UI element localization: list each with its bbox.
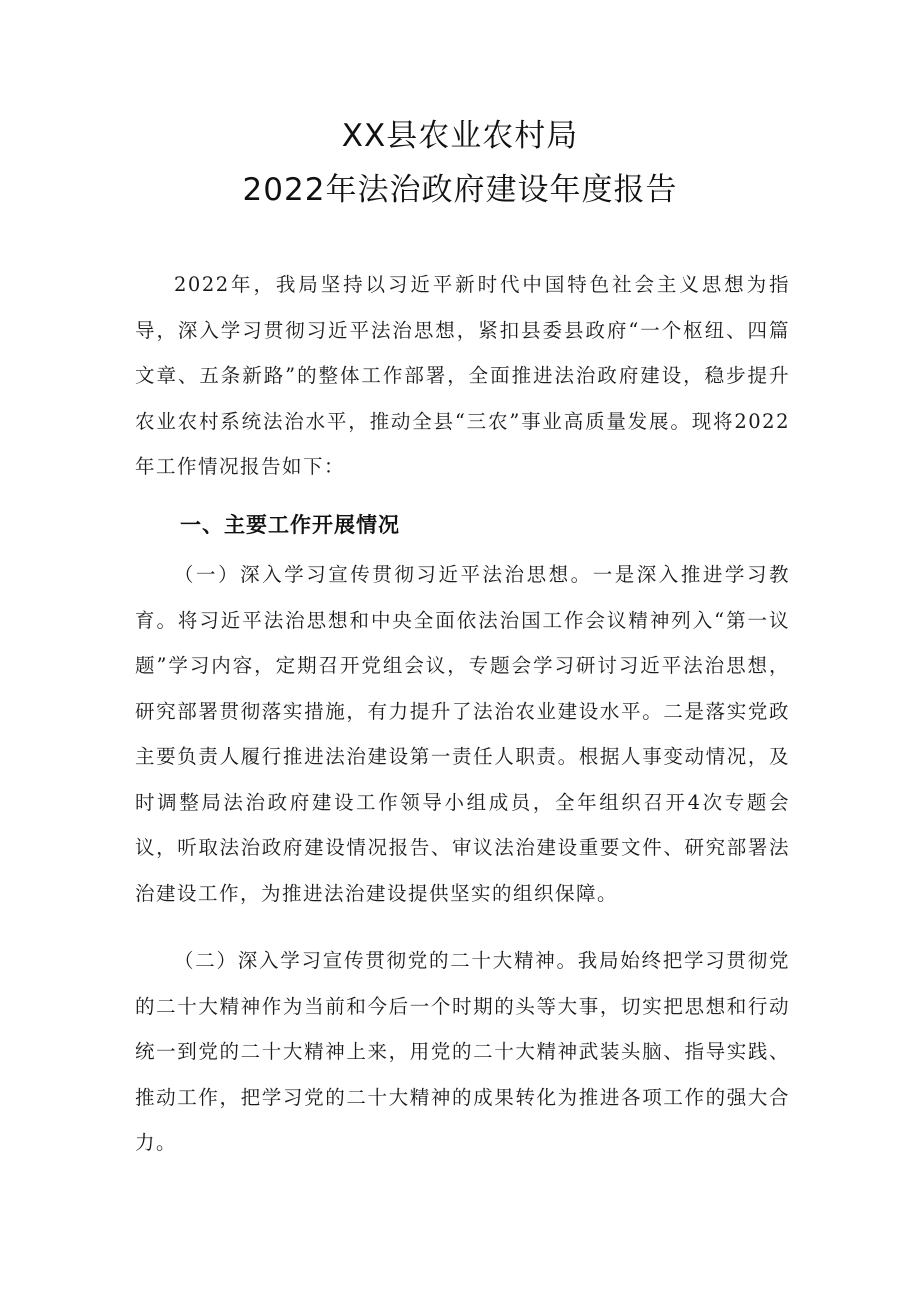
intro-paragraph: 2022年，我局坚持以习近平新时代中国特色社会主义思想为指导，深入学习贯彻习近平法治思想，紧扣县委县政府“一个枢纽、四篇文章、五条新路”的整体工作部署，全面推进法治政府建设，稳步提升农业农村系统法治水平，推动全县“三农”事业高质量发展。现将2022年工作情况报告如下： — [135, 273, 790, 478]
document-title-line1: XX县农业农村局 — [341, 118, 579, 154]
section-heading: 一、主要工作开展情况 — [180, 513, 400, 537]
section-paragraph-1: （一）深入学习宣传贯彻习近平法治思想。一是深入推进学习教育。将习近平法治思想和中央全面依法治国工作会议精神列入“第一议题”学习内容，定期召开党组会议，专题会学习研讨习近平法治思想，研究部署贯彻落实措施，有力提升了法治农业建设水平。二是落实党政主要负责人履行推进法治建设第一责任人职责。根据人事变动情况，及时调整局法治政府建设工作领导小组成员，全年组织召开4次专题会议，听取法治政府建设情况报告、审议法治建设重要文件、研究部署法治建设工作，为推进法治建设提供坚实的组织保障。 — [135, 563, 790, 905]
document-title-line2: 2022年法治政府建设年度报告 — [242, 172, 678, 208]
section-paragraph-2: （二）深入学习宣传贯彻党的二十大精神。我局始终把学习贯彻党的二十大精神作为当前和今后一个时期的头等大事，切实把思想和行动统一到党的二十大精神上来，用党的二十大精神武装头脑、指导实践、推动工作，把学习党的二十大精神的成果转化为推进各项工作的强大合力。 — [135, 949, 790, 1154]
